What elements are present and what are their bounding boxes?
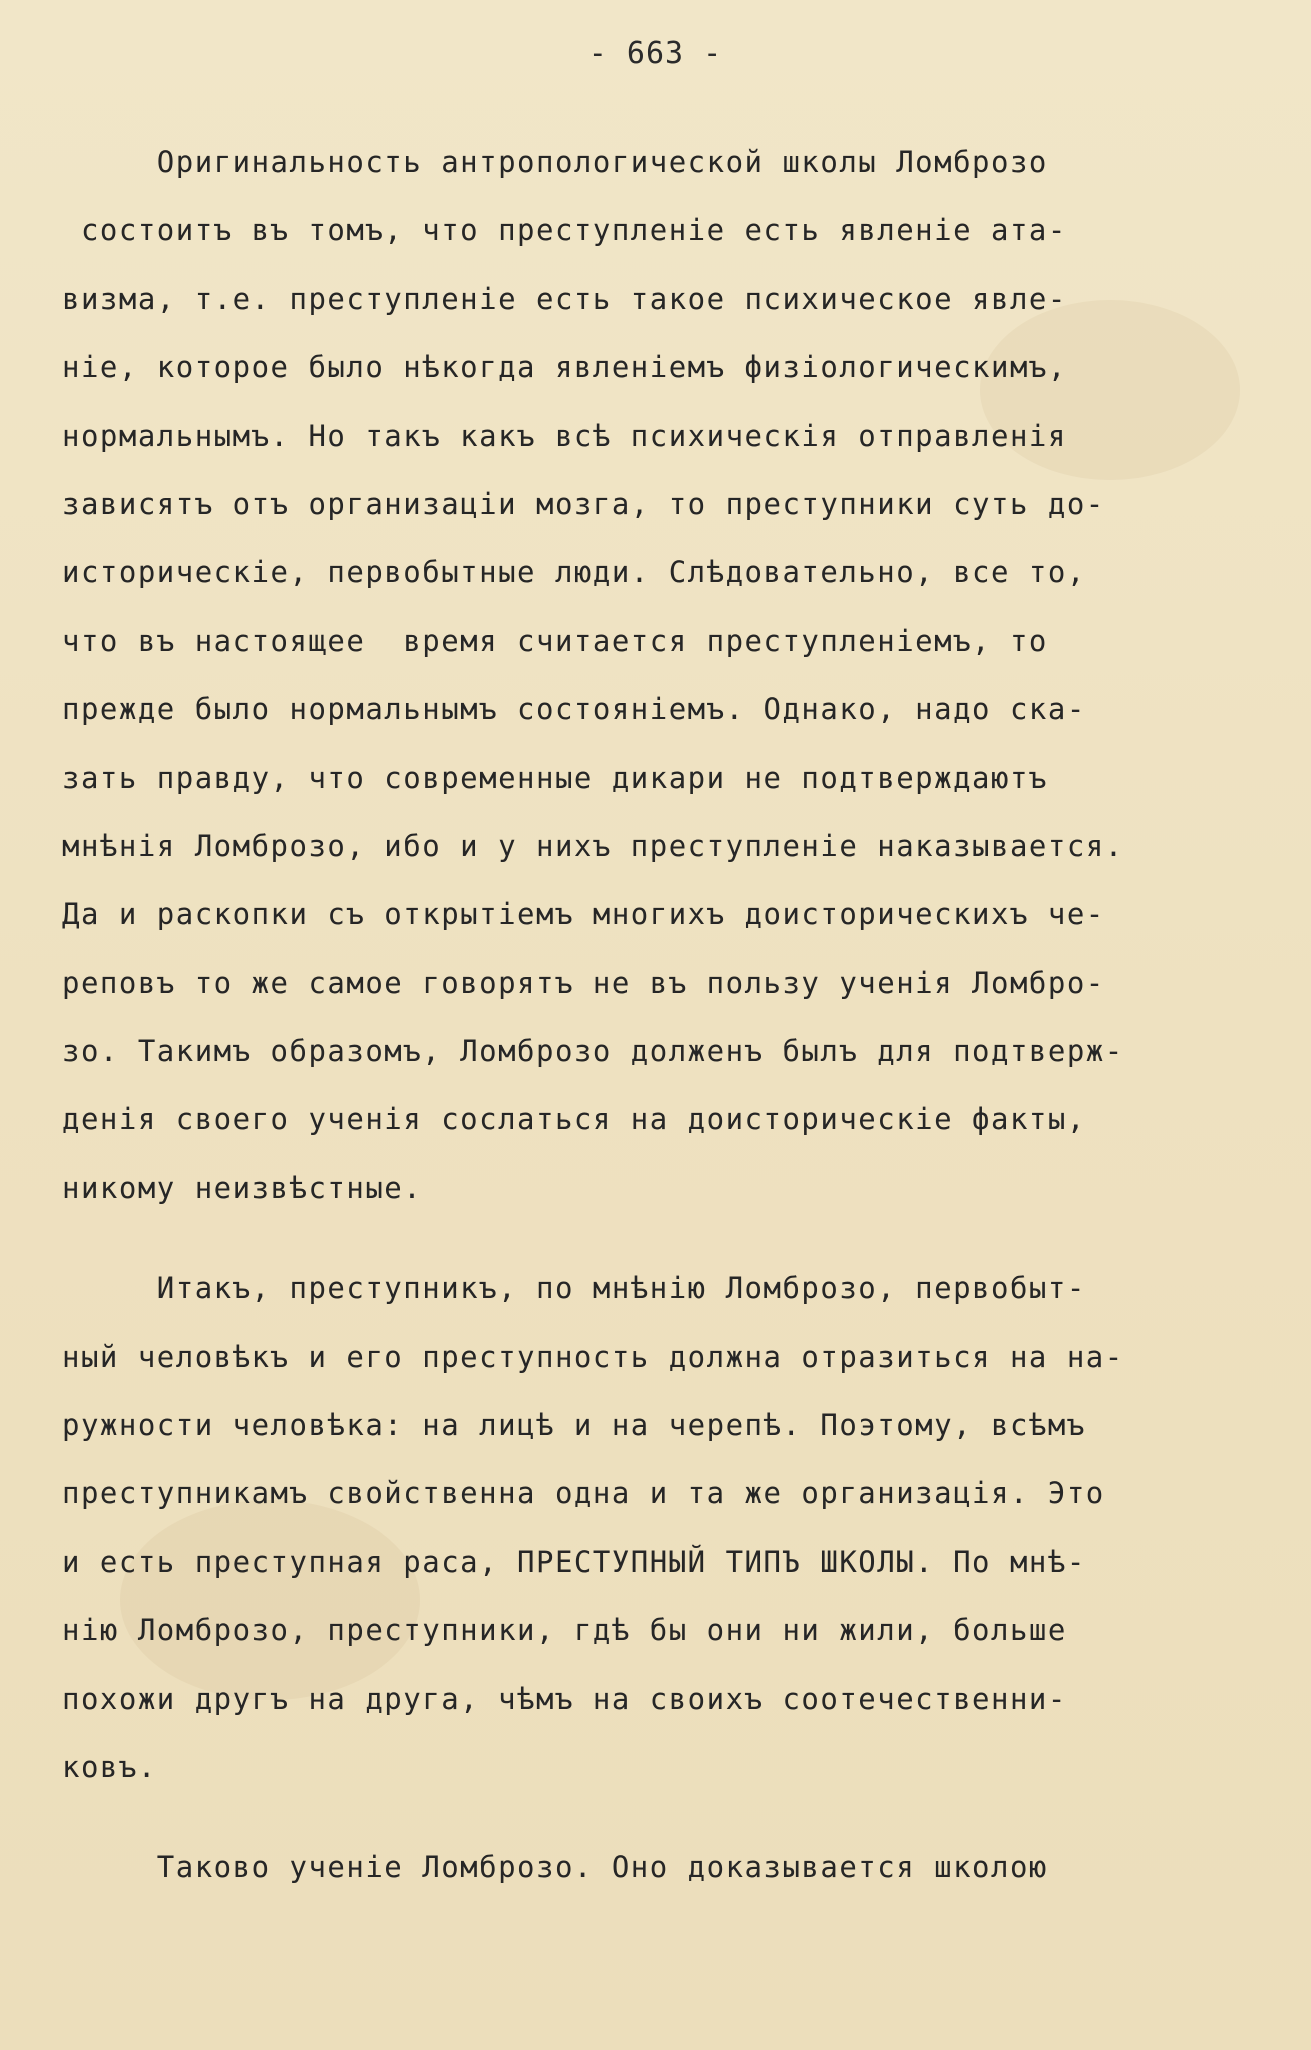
text-line: Да и раскопки съ открытіемъ многихъ доисторическихъ че- bbox=[62, 897, 1105, 932]
text-line: визма, т.е. преступленіе есть такое психическое явле- bbox=[62, 281, 1067, 316]
text-line: ковъ. bbox=[62, 1749, 157, 1784]
text-line: ніе, которое было нѣкогда явленіемъ физіологическимъ, bbox=[62, 350, 1067, 385]
text-line: денія своего ученія сослаться на доисторическіе факты, bbox=[62, 1102, 1086, 1137]
text-line: что въ настоящее время считается преступленіемъ, то bbox=[62, 623, 1048, 658]
page-number: - 663 - bbox=[588, 36, 723, 71]
text-line: и есть преступная раса, ПРЕСТУПНЫЙ ТИПЪ ШКОЛЫ. По мнѣ- bbox=[62, 1544, 1086, 1579]
text-line: зать правду, что современные дикари не подтверждаютъ bbox=[62, 760, 1048, 795]
body-text bbox=[62, 128, 1252, 1902]
text-line: Итакъ, преступникъ, по мнѣнію Ломброзо, первобыт- bbox=[62, 1271, 1086, 1306]
text-line: зо. Такимъ образомъ, Ломброзо долженъ былъ для подтверж- bbox=[62, 1034, 1124, 1069]
text-line: преступникамъ свойственна одна и та же организація. Это bbox=[62, 1476, 1105, 1511]
text-line: историческіе, первобытные люди. Слѣдовательно, все то, bbox=[62, 555, 1086, 590]
text-line: ружности человѣка: на лицѣ и на черепѣ. Поэтому, всѣмъ bbox=[62, 1408, 1086, 1443]
paragraph bbox=[62, 1254, 1252, 1801]
text-line: похожи другъ на друга, чѣмъ на своихъ соотечественни- bbox=[62, 1681, 1067, 1716]
text-line: никому неизвѣстные. bbox=[62, 1170, 423, 1205]
text-line: Таково ученіе Ломброзо. Оно доказывается школою bbox=[62, 1850, 1048, 1885]
text-line: зависятъ отъ организаціи мозга, то преступники суть до- bbox=[62, 486, 1105, 521]
text-line: Оригинальность антропологической школы Ломброзо bbox=[62, 145, 1048, 179]
paragraph bbox=[62, 128, 1252, 1222]
text-line: ный человѣкъ и его преступность должна отразиться на на- bbox=[62, 1339, 1124, 1374]
text-line: нормальнымъ. Но такъ какъ всѣ психическія отправленія bbox=[62, 418, 1067, 453]
text-line: реповъ то же самое говорятъ не въ пользу ученія Ломбро- bbox=[62, 965, 1105, 1000]
text-line: прежде было нормальнымъ состояніемъ. Однако, надо ска- bbox=[62, 692, 1086, 727]
text-line: мнѣнія Ломброзо, ибо и у нихъ преступленіе наказывается. bbox=[62, 828, 1124, 863]
paragraph bbox=[62, 1833, 1252, 1901]
text-line: состоитъ въ томъ, что преступленіе есть явленіе ата- bbox=[62, 213, 1067, 248]
text-line: нію Ломброзо, преступники, гдѣ бы они ни жили, больше bbox=[62, 1613, 1067, 1648]
